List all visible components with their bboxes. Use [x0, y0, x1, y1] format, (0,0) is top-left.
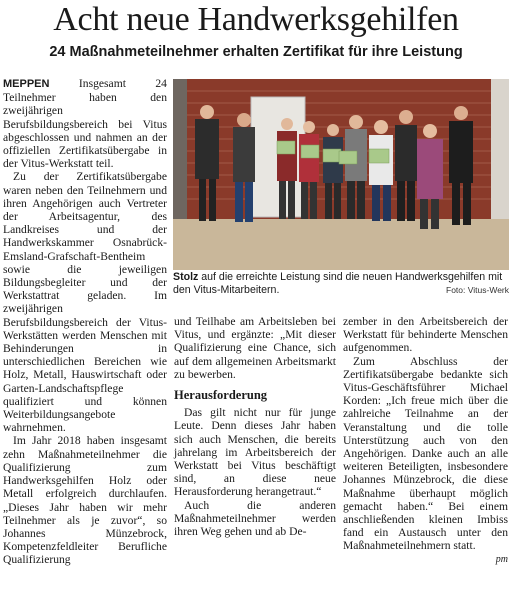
paragraph-3-start: Im Jahr 2018 haben insgesamt zehn Maßnahmeteilnehmer die Qualifizierung zum Handwerksgehilfen Holz oder Metall erfolgreich durchlaufen. „Dieses Jahr haben wir mehr Teilnehmer als je zuvor“, so Johannes Münzebrock, Kompetenzfeldleiter Berufliche Qualifizierung	[3, 434, 167, 567]
paragraph-3-end: und Teilhabe am Arbeitsleben bei Vitus, und ergänzte: „Mit dieser Qualifizierung eine Chance, sich auf dem allgemeinen Arbeitsmarkt zu bewerben.	[174, 315, 336, 381]
photo-credit: Foto: Vitus-Werk	[446, 285, 509, 295]
article-column-1	[3, 77, 167, 567]
paragraph-5-start: Auch die anderen Maßnahmeteilnehmer werden ihren Weg gehen und ab De-	[174, 498, 336, 539]
subheadline: 24 Maßnahmeteilnehmer erhalten Zertifikat für ihre Leistung	[49, 44, 463, 60]
article-column-2	[174, 315, 336, 538]
paragraph-2: Zu der Zertifikatsübergabe waren neben den Teilnehmern und ihren Angehörigen auch Vertreter der Arbeitsagentur, des Landkreises und der Handwerkskammer Osnabrück-Emsland-Grafschaft-Bentheim sowie die jeweiligen Bildungsbegleiter und der Werkstattrat geladen. Im zweijährigen Berufsbildungsbereich der Vitus-Werkstätten werden Menschen mit Behinderungen in unterschiedlichen Bereichen wie Holz, Metall, Hauswirtschaft oder Garten-Landschaftspflege qualifiziert und können Weiterbildungsangebote wahrnehmen.	[3, 170, 167, 435]
paragraph-4: Das gilt nicht nur für junge Leute. Denn dieses Jahr haben sich auch Menschen, die bereits jahrelang im Arbeitsbereich der Werkstatt bei Vitus beschäftigt sind, an diese neue Herausforderung herangetraut.“	[174, 406, 336, 499]
paragraph-6: Zum Abschluss der Zertifikatsübergabe bedankte sich Vitus-Geschäftsführer Michael Korden: „Ich freue mich über die zahlreiche Teilnahme an der Veranstaltung und die tolle Unterstützung auch von den Angehörigen. Danke auch an alle weiteren Beteiligten, insbesondere Johannes Münzebrock, die diese Maßnahme überhaupt möglich gemacht haben.“ Bei einem anschließenden kleinen Imbiss fand ein Austausch unter den Maßnahmeteilnehmern statt.	[343, 354, 508, 553]
headline: Acht neue Handwerksgehilfen	[53, 1, 459, 38]
section-heading: Herausforderung	[174, 388, 268, 403]
caption-text: auf die erreichte Leistung sind die neuen Handwerksgehilfen mit den Vitus-Mitarbeitern.	[173, 271, 503, 296]
author-initials: pm	[495, 553, 508, 565]
dateline: MEPPEN	[3, 78, 50, 90]
article-column-3	[343, 315, 508, 566]
group-photo	[173, 79, 509, 270]
caption-lead: Stolz	[173, 271, 199, 283]
paragraph-1: Insgesamt 24 Teilnehmer haben den zweijährigen Berufsbildungsbereich bei Vitus abgeschlossen und nahmen an der offiziellen Zertifikatsübergabe in der Vitus-Werkstatt teil.	[3, 77, 167, 171]
paragraph-5-end: zember in den Arbeitsbereich der Werkstatt für behinderte Menschen aufgenommen.	[343, 315, 508, 355]
lead-paragraph	[3, 77, 167, 170]
